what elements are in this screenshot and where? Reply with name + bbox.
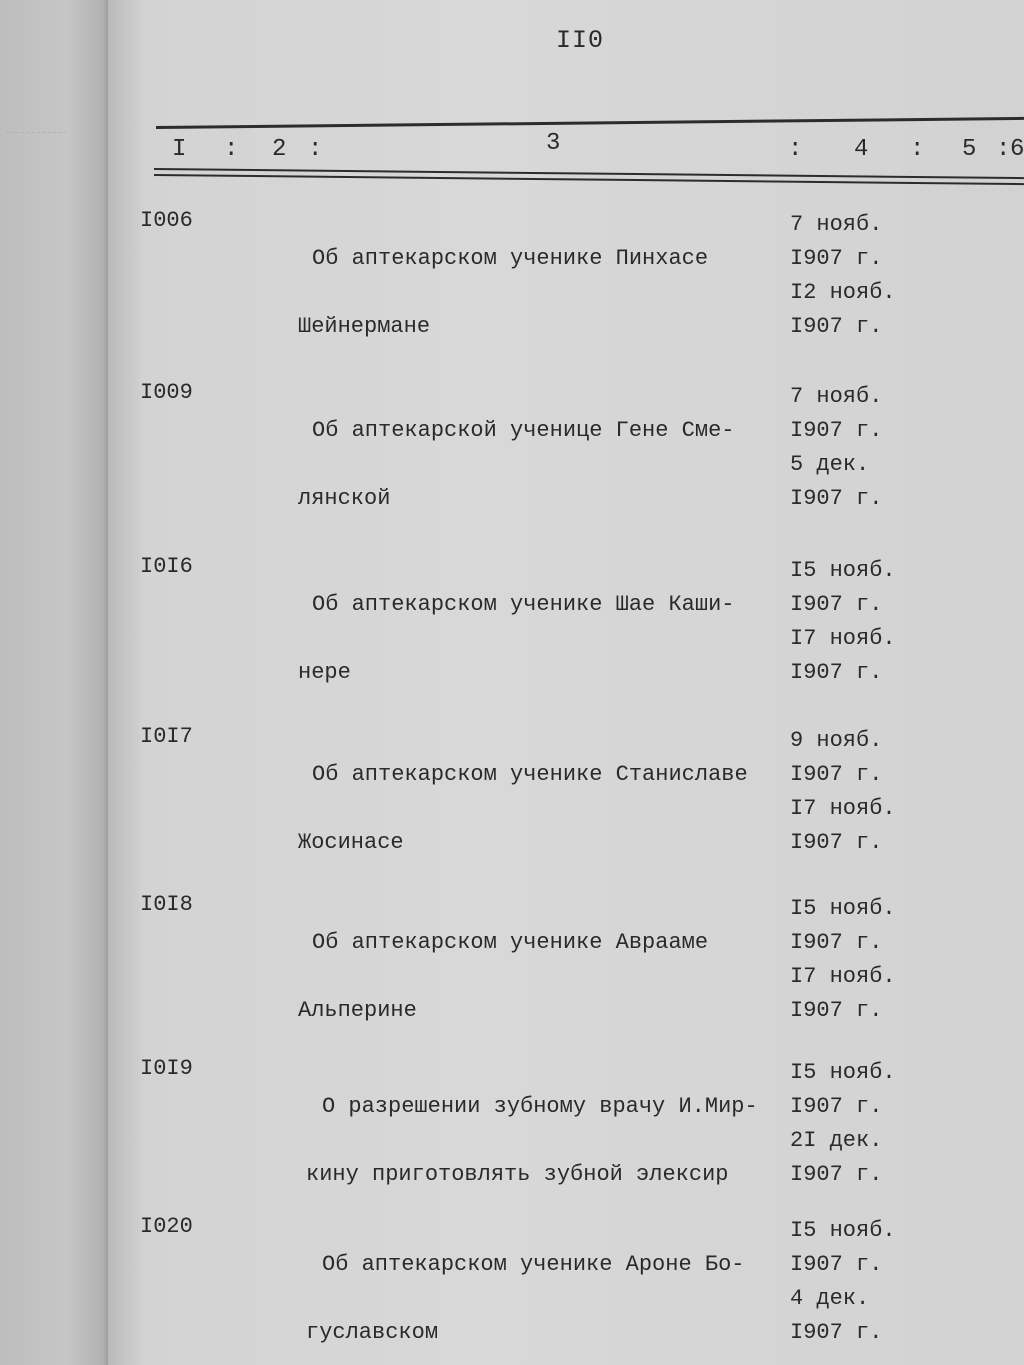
entry-title (298, 1056, 778, 1226)
entry-date-end-year: I907 г. (790, 998, 883, 1023)
entry-date-start: I5 нояб. (790, 1218, 896, 1243)
column-header-6: 6 (1010, 136, 1024, 163)
column-header-4: 4 (854, 136, 869, 163)
entry-date-end: I7 нояб. (790, 796, 896, 821)
entry-date-end: 4 дек. (790, 1286, 870, 1311)
entry-date-end: I7 нояб. (790, 964, 896, 989)
entry-title-line: Об аптекарском ученике Аврааме (312, 930, 709, 955)
entry-date-end: I2 нояб. (790, 280, 896, 305)
entry-dates (790, 892, 950, 1028)
register-entry (108, 208, 1024, 358)
entry-title-line: лянской (298, 486, 391, 511)
entry-date-end-year: I907 г. (790, 830, 883, 855)
entry-date-start: 7 нояб. (790, 212, 883, 237)
register-entry (108, 380, 1024, 530)
register-entry (108, 724, 1024, 874)
page-smudge (6, 92, 66, 133)
entry-dates (790, 208, 950, 344)
entry-dates (790, 554, 950, 690)
entry-date-start-year: I907 г. (790, 418, 883, 443)
entry-date-end: 5 дек. (790, 452, 870, 477)
column-header-2: 2 (272, 136, 287, 163)
entry-date-start: I5 нояб. (790, 558, 896, 583)
entry-number: I009 (140, 380, 193, 405)
entry-title (298, 208, 778, 378)
column-header-5: 5 (962, 136, 977, 163)
entry-dates (790, 380, 950, 516)
entry-dates (790, 1214, 950, 1350)
entry-date-end: 2I дек. (790, 1128, 883, 1153)
column-header-1: I (172, 136, 187, 163)
entry-dates (790, 1056, 950, 1192)
entry-date-start: 9 нояб. (790, 728, 883, 753)
entry-title-line: Об аптекарском ученике Станиславе (312, 762, 748, 787)
entry-date-start: I5 нояб. (790, 1060, 896, 1085)
register-entry (108, 554, 1024, 704)
column-separator: : (308, 136, 323, 163)
entry-date-start: I5 нояб. (790, 896, 896, 921)
entry-date-end-year: I907 г. (790, 660, 883, 685)
entry-date-end-year: I907 г. (790, 1162, 883, 1187)
entry-number: I0I8 (140, 892, 193, 917)
entry-title (298, 1214, 778, 1365)
entry-number: I0I9 (140, 1056, 193, 1081)
column-separator: : (910, 136, 925, 163)
entry-title-line: кину приготовлять зубной элексир (306, 1162, 729, 1187)
entry-date-end: I7 нояб. (790, 626, 896, 651)
register-entry (108, 1214, 1024, 1364)
previous-page-edge (0, 0, 112, 1365)
entry-title (298, 724, 778, 894)
entry-date-end-year: I907 г. (790, 486, 883, 511)
entry-title (298, 380, 778, 550)
entry-date-start-year: I907 г. (790, 1094, 883, 1119)
column-header-3: 3 (546, 130, 561, 157)
register-entry (108, 1056, 1024, 1206)
entry-number: I0I6 (140, 554, 193, 579)
entry-title-line: Шейнермане (298, 314, 431, 339)
entry-date-start-year: I907 г. (790, 246, 883, 271)
entry-title-line: Об аптекарском ученике Шае Каши- (312, 592, 735, 617)
entry-title-line: Об аптекарском ученике Пинхасе (312, 246, 709, 271)
entry-date-start-year: I907 г. (790, 1252, 883, 1277)
header-rule-top (156, 117, 1024, 129)
entry-number: I020 (140, 1214, 193, 1239)
entry-title (298, 892, 778, 1062)
entry-date-start: 7 нояб. (790, 384, 883, 409)
entry-date-start-year: I907 г. (790, 592, 883, 617)
entry-number: I006 (140, 208, 193, 233)
column-separator: : (788, 136, 803, 163)
entry-title-line: Об аптекарской ученице Гене Сме- (312, 418, 735, 443)
column-separator: : (224, 136, 239, 163)
entry-date-start-year: I907 г. (790, 930, 883, 955)
entry-title-line: гуславском (306, 1320, 439, 1345)
entry-title-line: Альперине (298, 998, 417, 1023)
header-rule-bottom (154, 168, 1024, 179)
page-number: II0 (556, 26, 605, 55)
archive-page (108, 0, 1024, 1365)
entry-dates (790, 724, 950, 860)
entry-date-end-year: I907 г. (790, 1320, 883, 1345)
entry-title (298, 554, 778, 724)
register-entry (108, 892, 1024, 1042)
entry-number: I0I7 (140, 724, 193, 749)
entry-title-line: О разрешении зубному врачу И.Мир- (322, 1094, 758, 1119)
entry-title-line: Жосинасе (298, 830, 404, 855)
column-separator: : (996, 136, 1011, 163)
entry-date-start-year: I907 г. (790, 762, 883, 787)
entry-title-line: нере (298, 660, 351, 685)
entry-date-end-year: I907 г. (790, 314, 883, 339)
entry-title-line: Об аптекарском ученике Ароне Бо- (322, 1252, 745, 1277)
